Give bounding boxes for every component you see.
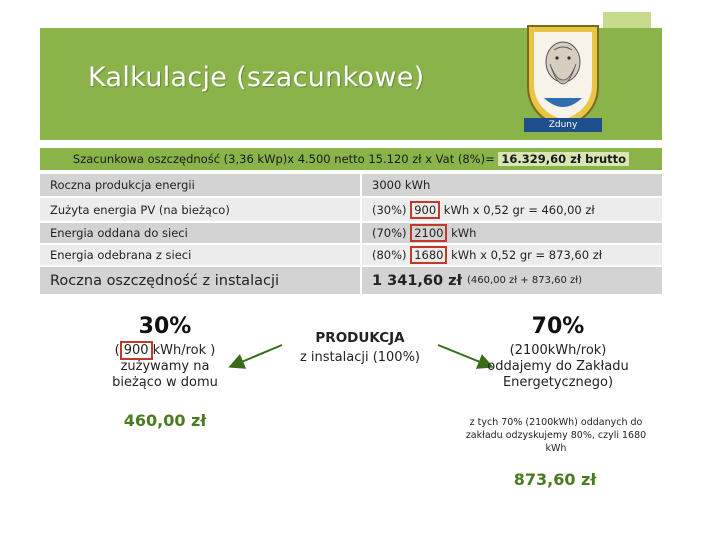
- row-value: 3000 kWh: [362, 174, 662, 196]
- summary-value: 16.329,60 zł brutto: [498, 152, 629, 166]
- highlight-box: 1680: [410, 246, 447, 264]
- row-label: Energia odebrana z sieci: [40, 245, 360, 265]
- summary-text: Szacunkowa oszczędność (3,36 kWp)x 4.500 netto 15.120 zł x Vat (8%)=: [72, 152, 499, 166]
- row-label: Energia oddana do sieci: [40, 223, 360, 243]
- total-value: 1 341,60 zł (460,00 zł + 873,60 zł): [362, 267, 662, 294]
- self-consumption-text: ( 900 kWh/rok ): [114, 343, 216, 358]
- highlight-box: 900: [410, 201, 440, 219]
- self-consumption-block: 30% ( 900 kWh/rok ) zużywamy na bieżąco w domu: [90, 314, 240, 391]
- grid-export-block: 70% (2100kWh/rok) oddajemy do Zakładu Energetycznego): [470, 314, 646, 391]
- page-title: Kalkulacje (szacunkowe): [88, 62, 425, 93]
- row-label: Zużyta energia PV (na bieżąco): [40, 198, 360, 221]
- grid-export-percent: 70%: [531, 314, 585, 339]
- highlight-box: 2100: [410, 224, 447, 242]
- recovery-amount: 873,60 zł: [513, 470, 597, 489]
- row-label: Roczna produkcja energii: [40, 174, 360, 196]
- self-consumption-amount: 460,00 zł: [123, 411, 207, 430]
- self-consumption-percent: 30%: [138, 314, 192, 339]
- total-label: Roczna oszczędność z instalacji: [40, 267, 360, 294]
- crest-label: Zduny: [524, 118, 602, 132]
- production-label: PRODUKCJA z instalacji (100%): [299, 330, 421, 365]
- recovery-footnote: z tych 70% (2100kWh) oddanych do zakładu odzyskujemy 80%, czyli 1680 kWh: [465, 417, 647, 454]
- highlight-box: 900: [120, 341, 153, 360]
- row-value: (30%) 900 kWh x 0,52 gr = 460,00 zł: [362, 198, 662, 221]
- row-value: (80%) 1680 kWh x 0,52 gr = 873,60 zł: [362, 245, 662, 265]
- row-value: (70%) 2100 kWh: [362, 223, 662, 243]
- total-detail: (460,00 zł + 873,60 zł): [466, 275, 583, 286]
- arrow-left-icon: [232, 345, 282, 366]
